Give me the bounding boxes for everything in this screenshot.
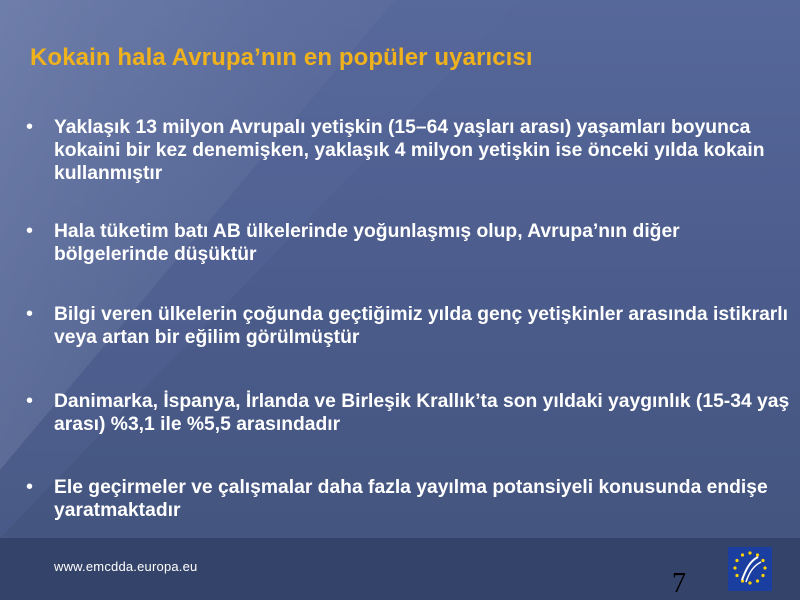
- bullet-text: Danimarka, İspanya, İrlanda ve Birleşik Krallık’ta son yıldaki yaygınlık (15-34 yaş arası) %3,1 ile %5,5 arasındadır: [54, 391, 790, 435]
- page-number: 7: [672, 568, 686, 599]
- bullet-icon: •: [26, 476, 34, 498]
- bullet-text: Yaklaşık 13 milyon Avrupalı yetişkin (15–64 yaşları arası) yaşamları boyunca kokaini bir kez denemişken, yaklaşık 4 milyon yetişkin ise önceki yılda kokain kullanmıştır: [54, 117, 765, 184]
- bullet-text: Bilgi veren ülkelerin çoğunda geçtiğimiz yılda genç yetişkinler arasında istikrarlı veya artan bir eğilim görülmüştür: [54, 304, 789, 348]
- bullet-text: Ele geçirmeler ve çalışmalar daha fazla yayılma potansiyeli konusunda endişe yaratmaktadır: [54, 477, 768, 521]
- footer-url: www.emcdda.europa.eu: [54, 559, 198, 574]
- bullet-icon: •: [26, 303, 34, 325]
- bullet-text: Hala tüketim batı AB ülkelerinde yoğunlaşmış olup, Avrupa’nın diğer bölgelerinde düşüktür: [54, 221, 680, 265]
- slide-title: Kokain hala Avrupa’nın en popüler uyarıcısı: [30, 44, 533, 71]
- emcdda-eu-logo-icon: [728, 547, 772, 591]
- bullet-icon: •: [26, 220, 34, 242]
- bullet-icon: •: [26, 116, 34, 138]
- footer-bar: [0, 538, 800, 600]
- bullet-icon: •: [26, 390, 34, 412]
